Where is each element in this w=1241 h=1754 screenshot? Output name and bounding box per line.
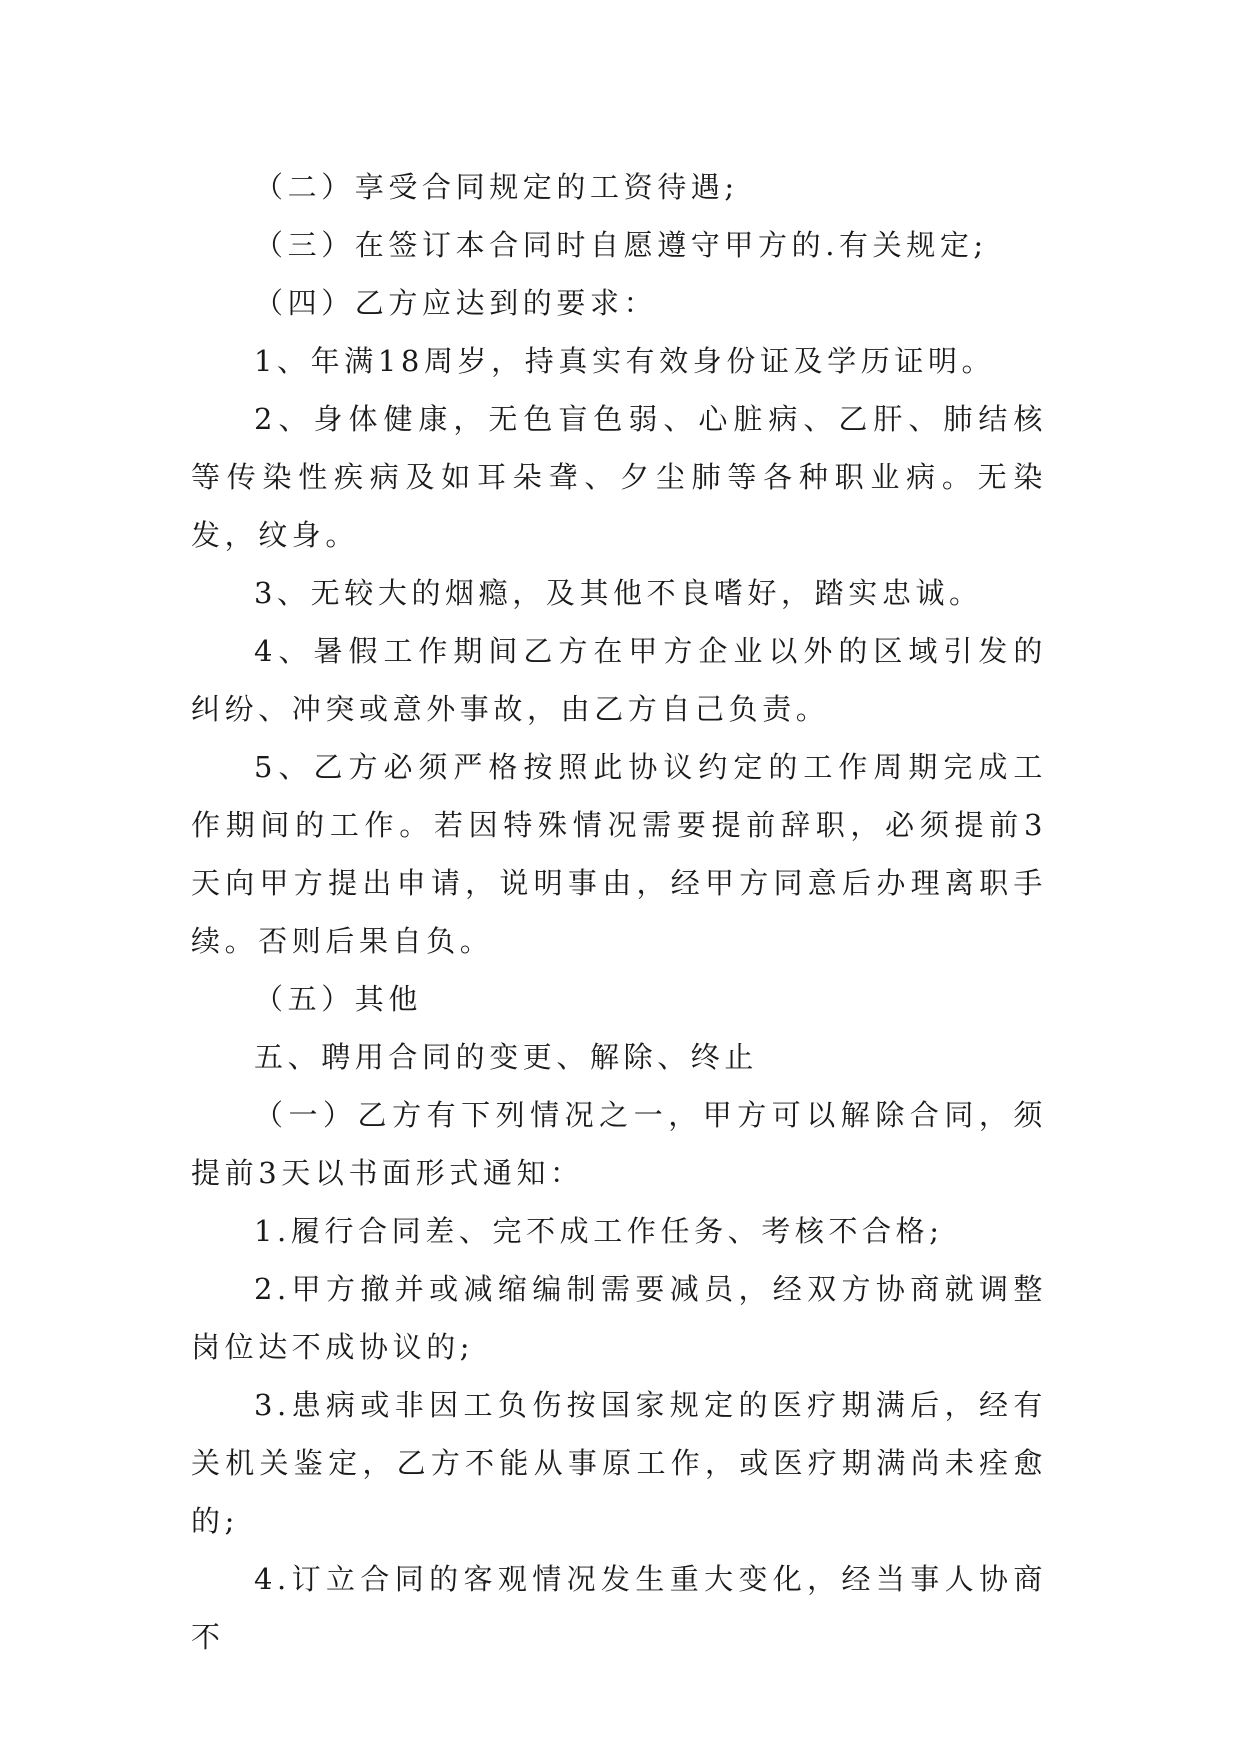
paragraph-5-other: （五）其他 bbox=[254, 982, 423, 1016]
document-body bbox=[191, 158, 1047, 1666]
requirement-item-1: 1、年满18周岁，持真实有效身份证及学历证明。 bbox=[254, 344, 996, 378]
paragraph-3-rules: （三）在签订本合同时自愿遵守甲方的.有关规定; bbox=[254, 228, 988, 262]
requirement-item-5: 5、乙方必须严格按照此协议约定的工作周期完成工作期间的工作。若因特殊情况需要提前辞职，必须提前3天向甲方提出申请，说明事由，经甲方同意后办理离职手续。否则后果自负。 bbox=[191, 750, 1047, 958]
requirement-item-4: 4、暑假工作期间乙方在甲方企业以外的区域引发的纠纷、冲突或意外事故，由乙方自己负责。 bbox=[191, 634, 1047, 726]
paragraph-4-requirements: （四）乙方应达到的要求： bbox=[254, 286, 658, 320]
requirement-item-2: 2、身体健康，无色盲色弱、心脏病、乙肝、肺结核等传染性疾病及如耳朵聋、夕尘肺等各种职业病。无染发，纹身。 bbox=[191, 402, 1047, 552]
section-5-heading: 五、聘用合同的变更、解除、终止 bbox=[254, 1040, 759, 1074]
termination-clause-1: （一）乙方有下列情况之一，甲方可以解除合同，须提前3天以书面形式通知： bbox=[191, 1098, 1047, 1190]
paragraph-2-salary: （二）享受合同规定的工资待遇; bbox=[254, 170, 739, 204]
termination-item-3: 3.患病或非因工负伤按国家规定的医疗期满后，经有关机关鉴定，乙方不能从事原工作，或医疗期满尚未痊愈的; bbox=[191, 1388, 1047, 1538]
termination-item-1: 1.履行合同差、完不成工作任务、考核不合格; bbox=[254, 1214, 944, 1248]
termination-item-4: 4.订立合同的客观情况发生重大变化，经当事人协商不 bbox=[191, 1562, 1047, 1654]
termination-item-2: 2.甲方撤并或减缩编制需要减员，经双方协商就调整岗位达不成协议的; bbox=[191, 1272, 1047, 1364]
requirement-item-3: 3、无较大的烟瘾，及其他不良嗜好，踏实忠诚。 bbox=[254, 576, 983, 610]
